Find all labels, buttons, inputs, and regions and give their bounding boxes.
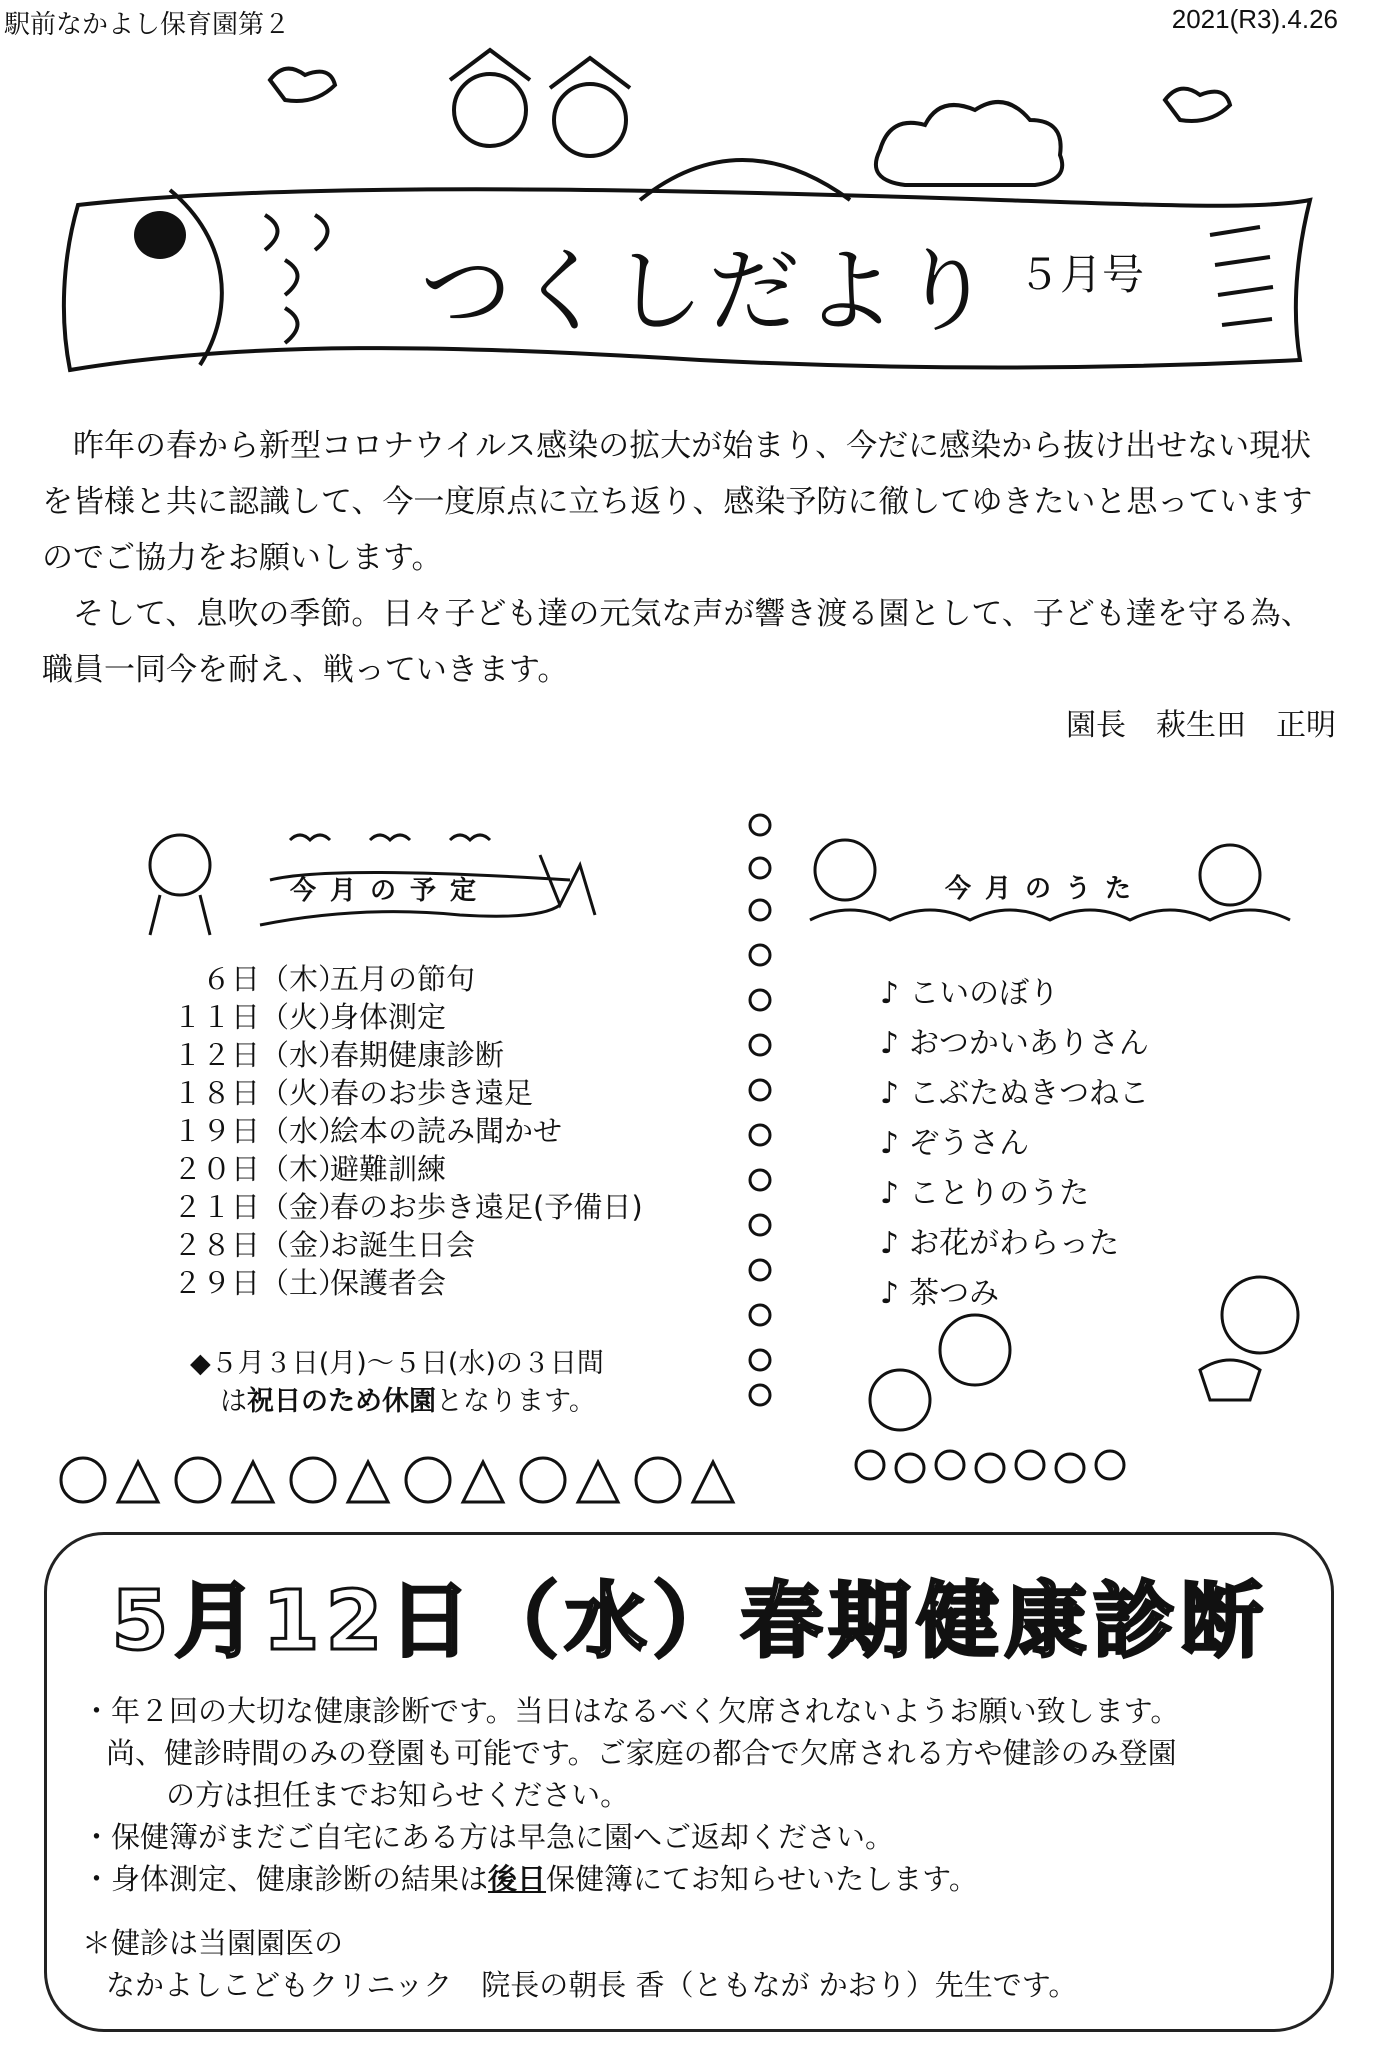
- music-note-icon: ♪: [880, 1026, 900, 1061]
- music-note-icon: ♪: [880, 1176, 900, 1211]
- list-item: ６日（木）五月の節句: [201, 962, 476, 996]
- list-item: １９日（水）絵本の読み聞かせ: [172, 1114, 563, 1148]
- list-item: ♪ おつかいありさん: [880, 1026, 1149, 1061]
- principal-message-paragraph-2: そして、息吹の季節。日々子ども達の元気な声が響き渡る園として、子ども達を守る為、職員一同今を耐え、戦っていきます。: [42, 596, 1312, 688]
- checkup-line-4: ・保健簿がまだご自宅にある方は早急に園へご返却ください。: [82, 1820, 895, 1854]
- music-note-icon: ♪: [880, 1226, 900, 1261]
- checkup-line-5: ・身体測定、健康診断の結果は後日保健簿にてお知らせいたします。: [82, 1862, 978, 1896]
- list-item: １２日（水）春期健康診断: [172, 1038, 505, 1072]
- list-item: ♪ ことりのうた: [880, 1176, 1090, 1211]
- kids-flowers-illustration: [840, 1270, 1320, 1490]
- list-item: ２１日（金）春のお歩き遠足(予備日): [172, 1190, 643, 1224]
- holiday-emphasis: 祝日のため休園: [247, 1386, 436, 1417]
- nursery-name: 駅前なかよし保育園第２: [4, 10, 291, 40]
- checkup-line-1: ・年２回の大切な健康診断です。当日はなるべく欠席されないようお願い致します。: [82, 1694, 1180, 1728]
- songs-title: 今月のうた: [945, 874, 1146, 904]
- newsletter-title: つくしだより: [420, 238, 997, 345]
- principal-signature: 園長 萩生田 正明: [1066, 708, 1336, 743]
- holiday-notice: [190, 1345, 604, 1421]
- issue-number: ５月号: [1018, 250, 1145, 299]
- music-note-icon: ♪: [880, 1126, 900, 1161]
- checkup-line-2: 尚、健診時間のみの登園も可能です。ご家庭の都合で欠席される方や健診のみ登園: [106, 1736, 1177, 1770]
- children-doodle-row-illustration: [58, 1440, 738, 1520]
- list-item: ♪ 茶つみ: [880, 1276, 1000, 1311]
- song-list: [880, 968, 1149, 1318]
- list-item: ♪ お花がわらった: [880, 1226, 1120, 1261]
- list-item: ２９日（土）保護者会: [172, 1266, 447, 1300]
- event-list: [150, 960, 643, 1302]
- list-item: １１日（火）身体測定: [172, 1000, 447, 1034]
- holiday-notice-line-2: は祝日のため休園となります。: [220, 1386, 596, 1417]
- list-item: ♪ ぞうさん: [880, 1126, 1030, 1161]
- holiday-notice-line-1: ◆５月３日(月)～５日(水)の３日間: [190, 1348, 604, 1379]
- ladybug-clover-divider: [730, 810, 790, 1410]
- issue-date: 2021(R3).4.26: [1171, 4, 1338, 34]
- music-note-icon: ♪: [880, 1276, 900, 1311]
- music-note-icon: ♪: [880, 1076, 900, 1111]
- list-item: ♪ こぶたぬきつねこ: [880, 1076, 1150, 1111]
- checkup-doctor-note-1: ＊健診は当園園医の: [82, 1926, 344, 1960]
- underlined-later-date: 後日: [488, 1862, 547, 1896]
- schedule-title: 今月の予定: [290, 876, 491, 906]
- checkup-doctor-note-2: なかよしこどもクリニック 院長の朝長 香（ともなが かおり）先生です。: [106, 1968, 1078, 2002]
- list-item: ♪ こいのぼり: [880, 976, 1060, 1011]
- music-note-icon: ♪: [880, 976, 900, 1011]
- carp-eye-icon: [134, 211, 186, 259]
- principal-message-paragraph-1: 昨年の春から新型コロナウイルス感染の拡大が始まり、今だに感染から抜け出せない現状を皆様と共に認識して、今一度原点に立ち返り、感染予防に徹してゆきたいと思っていますのでご協力をお願いします。: [42, 428, 1313, 576]
- list-item: ２０日（木）避難訓練: [172, 1152, 447, 1186]
- list-item: １８日（火）春のお歩き遠足: [172, 1076, 534, 1110]
- list-item: ２８日（金）お誕生日会: [172, 1228, 476, 1262]
- checkup-line-3: の方は担任までお知らせください。: [166, 1778, 630, 1812]
- health-checkup-title: 5月12日（水）春期健康診断: [111, 1574, 1269, 1669]
